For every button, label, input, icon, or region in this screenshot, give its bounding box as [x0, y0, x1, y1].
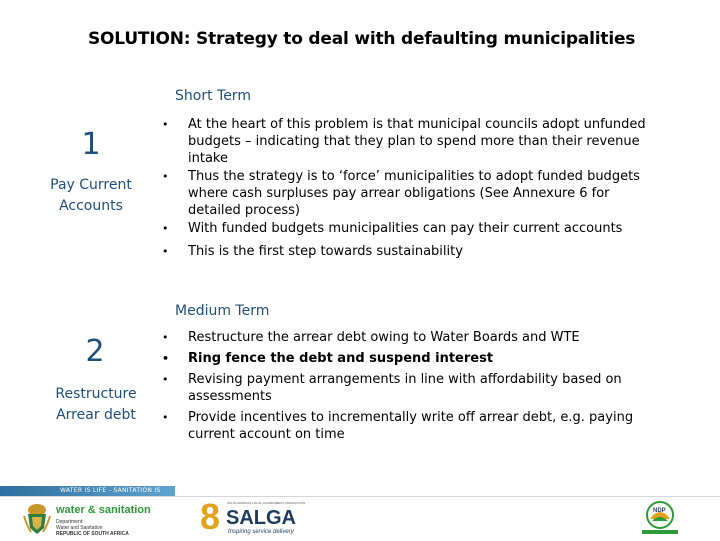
salga-top-text: SOUTH AFRICAN LOCAL GOVERNMENT ASSOCIATION	[227, 501, 306, 505]
medium-term-label-line2: Arrear debt	[56, 407, 136, 423]
medium-term-bullet-list	[162, 329, 662, 443]
medium-term-heading: Medium Term	[175, 303, 270, 319]
short-term-label-line2: Accounts	[59, 198, 123, 214]
medium-term-label-line1: Restructure	[55, 386, 137, 402]
dept-sub3: REPUBLIC OF SOUTH AFRICA	[56, 531, 129, 537]
list-item	[162, 350, 662, 367]
dept-name: water & sanitation	[56, 504, 151, 516]
list-item	[162, 220, 662, 237]
list-item	[162, 329, 662, 346]
short-term-number: 1	[81, 127, 101, 162]
salga-tagline: Inspiring service delivery	[228, 529, 294, 535]
bullet-text: Thus the strategy is to ‘force’ municipalities to adopt funded budgets where cash surpluses pay arrear obligations (See Annexure 6 for detailed process)	[188, 169, 640, 218]
footer-band-text: WATER IS LIFE - SANITATION IS DIGNITY	[60, 487, 161, 504]
department-logo	[22, 500, 182, 540]
short-term-label-line1: Pay Current	[50, 177, 132, 193]
dept-sub1: Department:	[56, 519, 84, 525]
medium-term-label	[44, 384, 148, 426]
bullet-icon: •	[162, 331, 169, 344]
list-item	[162, 243, 662, 260]
bullet-icon: •	[162, 118, 169, 131]
bullet-icon: •	[162, 411, 169, 424]
ndp-logo	[636, 499, 684, 537]
list-item	[162, 116, 662, 167]
footer-band	[0, 486, 175, 504]
bullet-text: Provide incentives to incrementally write off arrear debt, e.g. paying current account on time	[188, 410, 634, 442]
list-item	[162, 409, 662, 443]
bullet-icon: •	[162, 245, 169, 258]
coat-of-arms-icon	[22, 502, 52, 536]
bullet-icon: •	[162, 373, 169, 386]
slide-title: SOLUTION: Strategy to deal with defaulting municipalities	[88, 29, 636, 49]
bullet-text: At the heart of this problem is that municipal councils adopt unfunded budgets – indicating that they plan to spend more than their revenue intake	[188, 117, 646, 166]
ndp-text: NDP	[653, 508, 666, 514]
bullet-icon: •	[162, 170, 169, 183]
bullet-text: Ring fence the debt and suspend interest	[188, 351, 494, 366]
list-item	[162, 168, 662, 219]
salga-logo	[200, 497, 310, 540]
short-term-heading: Short Term	[175, 88, 251, 104]
salga-digit: 8	[200, 496, 221, 537]
salga-name: SALGA	[226, 507, 296, 529]
bullet-text: With funded budgets municipalities can pay their current accounts	[188, 221, 623, 236]
short-term-label	[40, 175, 142, 217]
ndp-emblem-icon	[636, 499, 684, 537]
medium-term-number: 2	[85, 334, 105, 369]
list-item	[162, 371, 662, 405]
dept-sub2: Water and Sanitation	[56, 525, 103, 531]
bullet-text: This is the first step towards sustainability	[188, 244, 463, 259]
bullet-icon: •	[162, 352, 170, 365]
short-term-bullet-list	[162, 116, 662, 260]
bullet-text: Revising payment arrangements in line with affordability based on assessments	[188, 372, 622, 404]
bullet-icon: •	[162, 222, 169, 235]
bullet-text: Restructure the arrear debt owing to Water Boards and WTE	[188, 330, 580, 345]
footer-divider	[0, 496, 720, 497]
